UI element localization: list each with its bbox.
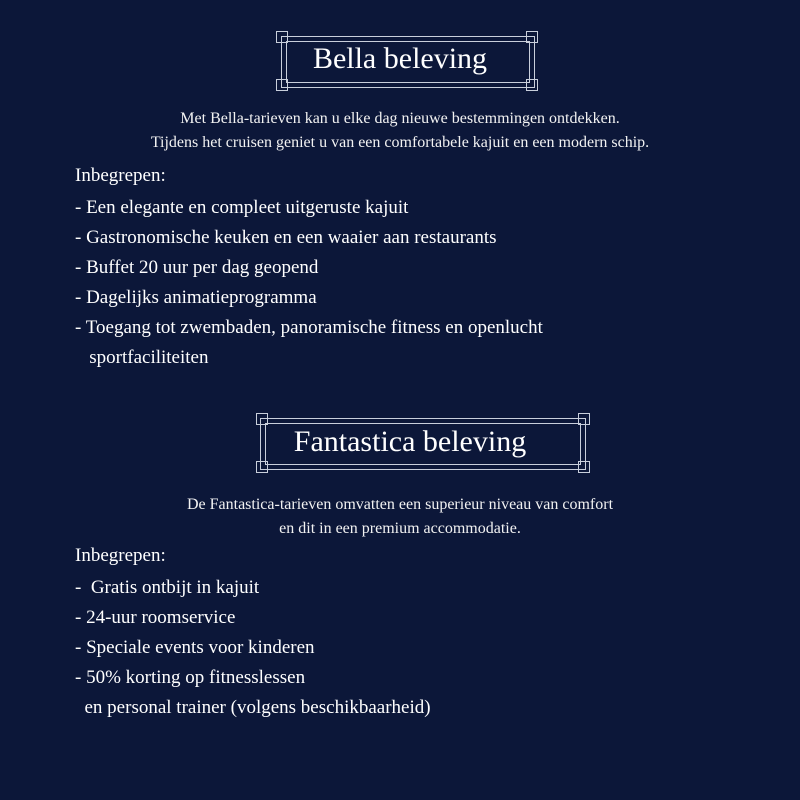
intro-line: De Fantastica-tarieven omvatten een superieur niveau van comfort — [186, 496, 614, 513]
intro-line: Met Bella-tarieven kan u elke dag nieuwe bestemmingen ontdekken. — [180, 110, 620, 127]
frame-corner — [526, 79, 538, 91]
intro-line: Tijdens het cruisen geniet u van een comfortabele kajuit en een modern schip. — [150, 134, 650, 151]
list-item: - 50% korting op fitnesslessen — [75, 667, 306, 688]
included-list-fantastica — [75, 573, 431, 723]
list-item: - 24-uur roomservice — [75, 607, 236, 628]
list-item: - Dagelijks animatieprogramma — [75, 287, 317, 308]
included-list-bella — [75, 193, 543, 373]
list-item: - Gastronomische keuken en een waaier aan restaurants — [75, 227, 497, 248]
list-item: - Toegang tot zwembaden, panoramische fitness en openlucht — [75, 317, 543, 338]
list-item: sportfaciliteiten — [75, 347, 209, 368]
section-title-fantastica: Fantastica beleving — [293, 425, 527, 458]
list-item: - Speciale events voor kinderen — [75, 637, 315, 658]
frame-corner — [578, 413, 590, 425]
frame-corner — [578, 461, 590, 473]
frame-corner — [256, 461, 268, 473]
frame-corner — [526, 31, 538, 43]
list-item: - Gratis ontbijt in kajuit — [75, 577, 260, 598]
included-label: Inbegrepen: — [75, 165, 166, 186]
frame-corner — [276, 79, 288, 91]
intro-line: en dit in een premium accommodatie. — [279, 520, 521, 537]
list-item: en personal trainer (volgens beschikbaarheid) — [75, 697, 431, 718]
frame-corner — [256, 413, 268, 425]
included-label: Inbegrepen: — [75, 545, 166, 566]
frame-corner — [276, 31, 288, 43]
section-title-bella: Bella beleving — [312, 42, 488, 75]
list-item: - Buffet 20 uur per dag geopend — [75, 257, 319, 278]
list-item: - Een elegante en compleet uitgeruste kajuit — [75, 197, 409, 218]
